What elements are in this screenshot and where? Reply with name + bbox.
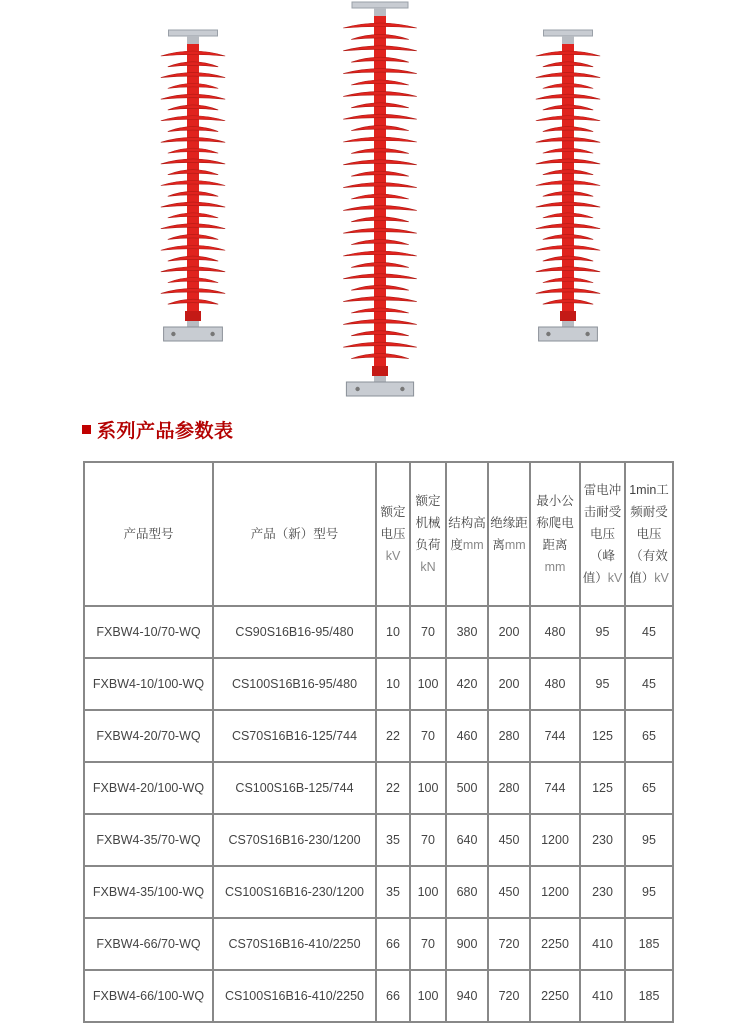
cell-creepage-distance: 480 [530,658,580,710]
cell-lightning-impulse: 95 [580,606,625,658]
cell-power-frequency: 185 [625,970,673,1022]
cell-new-model: CS90S16B16-95/480 [213,606,376,658]
cell-insulation-distance: 720 [488,970,530,1022]
cell-creepage-distance: 2250 [530,970,580,1022]
cell-creepage-distance: 1200 [530,814,580,866]
cell-model: FXBW4-10/100-WQ [84,658,213,710]
cell-power-frequency: 185 [625,918,673,970]
header-mechanical-load: 额定机械负荷kN [410,462,446,606]
table-row [84,606,673,658]
cell-lightning-impulse: 125 [580,762,625,814]
cell-new-model: CS100S16B16-95/480 [213,658,376,710]
cell-lightning-impulse: 230 [580,866,625,918]
table-row [84,658,673,710]
cell-rated-voltage: 35 [376,814,410,866]
cell-mechanical-load: 100 [410,866,446,918]
cell-structure-height: 940 [446,970,488,1022]
cell-power-frequency: 95 [625,866,673,918]
header-rated-voltage: 额定电压 kV [376,462,410,606]
cell-insulation-distance: 280 [488,762,530,814]
cell-new-model: CS70S16B16-410/2250 [213,918,376,970]
cell-mechanical-load: 70 [410,814,446,866]
cell-rated-voltage: 22 [376,762,410,814]
table-row [84,710,673,762]
cell-insulation-distance: 450 [488,814,530,866]
cell-new-model: CS70S16B16-125/744 [213,710,376,762]
header-lightning-impulse: 雷电冲击耐受电压（峰值）kV [580,462,625,606]
cell-rated-voltage: 35 [376,866,410,918]
cell-model: FXBW4-20/100-WQ [84,762,213,814]
product-photos [0,0,750,400]
cell-insulation-distance: 720 [488,918,530,970]
cell-model: FXBW4-35/100-WQ [84,866,213,918]
cell-model: FXBW4-20/70-WQ [84,710,213,762]
cell-creepage-distance: 480 [530,606,580,658]
header-power-frequency: 1min工频耐受电压（有效值）kV [625,462,673,606]
cell-creepage-distance: 744 [530,762,580,814]
header-structure-height: 结构高度mm [446,462,488,606]
cell-mechanical-load: 100 [410,762,446,814]
cell-mechanical-load: 70 [410,710,446,762]
cell-creepage-distance: 2250 [530,918,580,970]
cell-new-model: CS70S16B16-230/1200 [213,814,376,866]
cell-new-model: CS100S16B-125/744 [213,762,376,814]
cell-lightning-impulse: 230 [580,814,625,866]
insulator-photo-left [158,28,228,343]
cell-power-frequency: 65 [625,710,673,762]
cell-structure-height: 900 [446,918,488,970]
cell-rated-voltage: 66 [376,970,410,1022]
table-row [84,814,673,866]
header-creepage-distance: 最小公称爬电距离 mm [530,462,580,606]
cell-rated-voltage: 10 [376,658,410,710]
section-title [82,414,234,444]
cell-new-model: CS100S16B16-410/2250 [213,970,376,1022]
cell-insulation-distance: 450 [488,866,530,918]
insulator-photo-right [533,28,603,343]
cell-structure-height: 640 [446,814,488,866]
cell-power-frequency: 45 [625,658,673,710]
cell-structure-height: 460 [446,710,488,762]
header-new-model: 产品（新）型号 [213,462,376,606]
bullet-square-icon [82,425,91,434]
cell-insulation-distance: 200 [488,606,530,658]
cell-power-frequency: 65 [625,762,673,814]
cell-model: FXBW4-10/70-WQ [84,606,213,658]
cell-insulation-distance: 280 [488,710,530,762]
cell-rated-voltage: 66 [376,918,410,970]
cell-rated-voltage: 10 [376,606,410,658]
cell-mechanical-load: 100 [410,970,446,1022]
cell-structure-height: 380 [446,606,488,658]
header-model: 产品型号 [84,462,213,606]
cell-power-frequency: 45 [625,606,673,658]
cell-mechanical-load: 100 [410,658,446,710]
cell-structure-height: 420 [446,658,488,710]
cell-lightning-impulse: 410 [580,970,625,1022]
cell-insulation-distance: 200 [488,658,530,710]
cell-new-model: CS100S16B16-230/1200 [213,866,376,918]
table-row [84,866,673,918]
header-insulation-distance: 绝缘距离mm [488,462,530,606]
insulator-photo-center [340,0,420,398]
table-header-row [84,462,673,606]
cell-creepage-distance: 1200 [530,866,580,918]
cell-lightning-impulse: 95 [580,658,625,710]
cell-structure-height: 500 [446,762,488,814]
table-row [84,762,673,814]
cell-model: FXBW4-66/70-WQ [84,918,213,970]
cell-structure-height: 680 [446,866,488,918]
cell-lightning-impulse: 410 [580,918,625,970]
cell-rated-voltage: 22 [376,710,410,762]
table-row [84,970,673,1022]
cell-lightning-impulse: 125 [580,710,625,762]
cell-model: FXBW4-66/100-WQ [84,970,213,1022]
cell-mechanical-load: 70 [410,606,446,658]
section-title-text: 系列产品参数表 [97,419,234,442]
cell-creepage-distance: 744 [530,710,580,762]
cell-power-frequency: 95 [625,814,673,866]
cell-model: FXBW4-35/70-WQ [84,814,213,866]
parameter-table [83,461,674,1023]
cell-mechanical-load: 70 [410,918,446,970]
table-row [84,918,673,970]
